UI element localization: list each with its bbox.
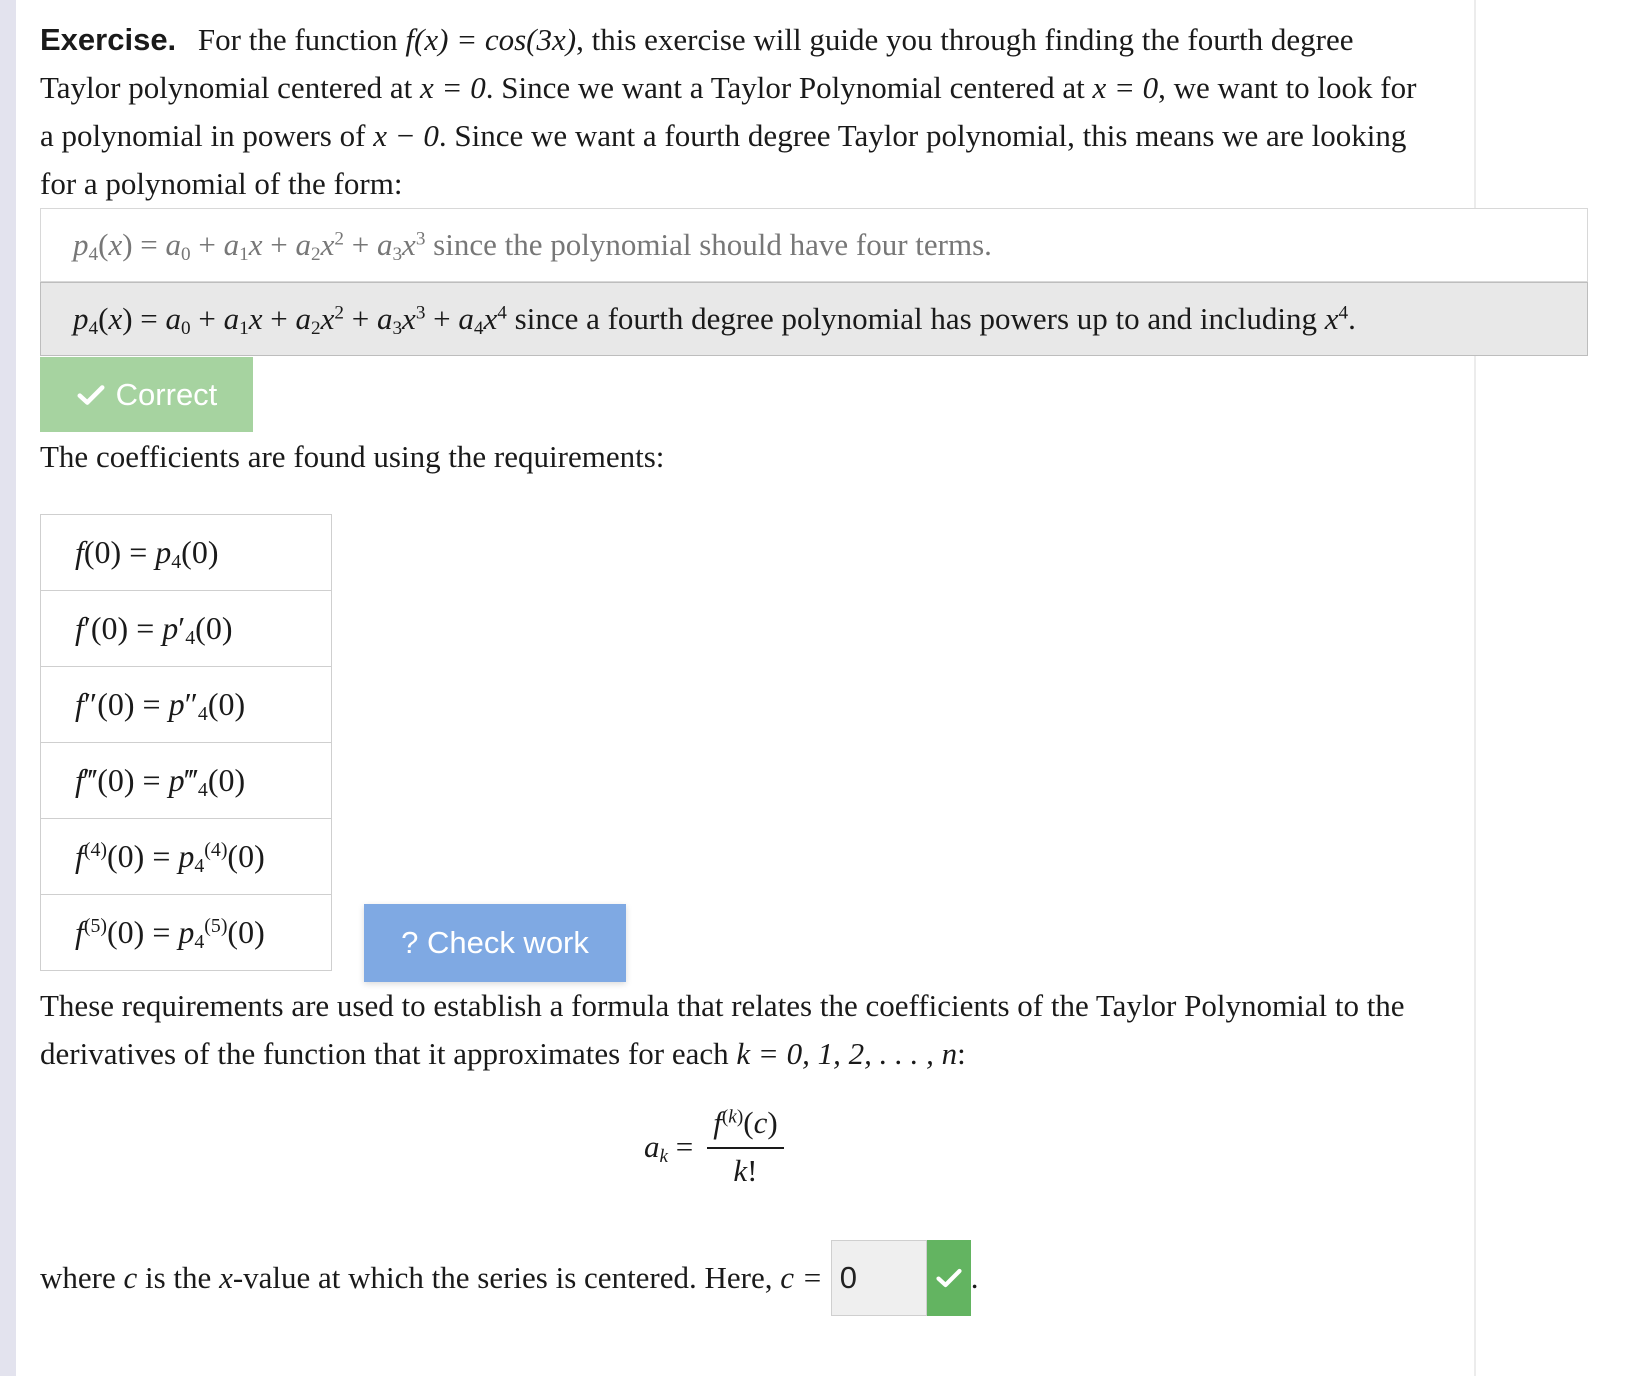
function-definition: f(x) = cos(3x) <box>405 22 577 57</box>
final-period: . <box>970 1260 979 1295</box>
check-work-button[interactable]: ? Check work <box>364 904 626 982</box>
table-row <box>41 743 332 819</box>
k-range: k = 0, 1, 2, . . . , n <box>736 1036 958 1071</box>
center-value: x = 0 <box>420 70 486 105</box>
requirement-2: $f''(0) = p''_4(0)$ <box>41 667 332 743</box>
choice-math-end: $x^4$. <box>1324 301 1356 336</box>
requirement-5: $f^{(5)}(0) = p_4^{(5)}(0)$ <box>41 895 332 971</box>
intro-text-3: . Since we want a Taylor Polynomial centered at <box>485 70 1085 105</box>
table-row <box>41 515 332 591</box>
correct-feedback-badge <box>40 357 253 432</box>
choice-math: $p_4(x) = a_0 + a_1x + a_2x^2 + a_3x^3$ <box>73 227 426 265</box>
intro-text-4: , we want to look for a polynomial in powers of <box>40 70 1417 153</box>
answer-correct-indicator <box>927 1240 971 1316</box>
requirements-table <box>40 514 332 971</box>
requirement-3: f‴(0) = $p‴_4(0)$ <box>41 743 332 819</box>
checkmark-icon <box>76 380 106 410</box>
table-row <box>41 667 332 743</box>
answer-choices <box>40 208 1588 356</box>
formula-lhs: $a_k$ = <box>644 1129 694 1167</box>
final-text-3: -value at which the series is centered. Here, <box>232 1260 773 1295</box>
final-c: c <box>123 1260 138 1295</box>
choice-text: since a fourth degree polynomial has powers up to and including <box>514 301 1317 336</box>
final-text-1: where <box>40 1260 116 1295</box>
requirement-1: $f'(0) = p'_4(0)$ <box>41 591 332 667</box>
requirement-0: $f(0) = p_4(0)$ <box>41 515 332 591</box>
choice-fourth-degree[interactable] <box>40 282 1588 356</box>
center-answer-input[interactable] <box>831 1240 927 1316</box>
powers-expression: x − 0 <box>373 118 439 153</box>
choice-four-terms[interactable] <box>40 208 1588 282</box>
requirements-text: These requirements are used to establish a formula that relates the coefficients of the Taylor Polynomial to the derivatives of the function that it approximates for each <box>40 988 1405 1071</box>
requirements-paragraph <box>40 982 1420 1078</box>
final-c-eq: c = <box>780 1260 823 1295</box>
left-rail <box>0 0 16 1376</box>
intro-text-5: . Since we want a fourth degree Taylor polynomial, this means we are looking for a polynomial of the form: <box>40 118 1407 201</box>
final-text-2: is the <box>145 1260 212 1295</box>
correct-label: Correct <box>115 376 218 412</box>
table-row <box>41 819 332 895</box>
center-question <box>40 1240 978 1316</box>
requirements-colon: : <box>957 1036 966 1071</box>
formula-denominator: k! <box>733 1153 758 1188</box>
table-row <box>41 895 332 971</box>
final-x: x <box>219 1260 233 1295</box>
requirement-4: $f^{(4)}(0) = p_4^{(4)}(0)$ <box>41 819 332 895</box>
choice-text: since the polynomial should have four terms. <box>433 227 992 262</box>
checkmark-icon <box>935 1264 963 1292</box>
table-row <box>41 591 332 667</box>
intro-text-1: For the function <box>197 22 398 57</box>
exercise-label: Exercise. <box>40 22 177 57</box>
choice-math: $p_4(x) = a_0 + a_1x + a_2x^2 + a_3x^3 + a_4x^4$ <box>73 301 507 339</box>
exercise-intro <box>40 16 1420 208</box>
formula-numerator: $f^{(k)}(c)$ <box>707 1105 783 1149</box>
requirements-intro: The coefficients are found using the requirements: <box>40 439 665 474</box>
formula-fraction <box>707 1105 783 1189</box>
center-value-2: x = 0 <box>1092 70 1159 105</box>
right-divider <box>1474 0 1476 1376</box>
coefficient-formula <box>644 1105 784 1189</box>
intro-text-2: , this exercise will guide you through finding the fourth degree Taylor polynomial centered at <box>40 22 1354 105</box>
